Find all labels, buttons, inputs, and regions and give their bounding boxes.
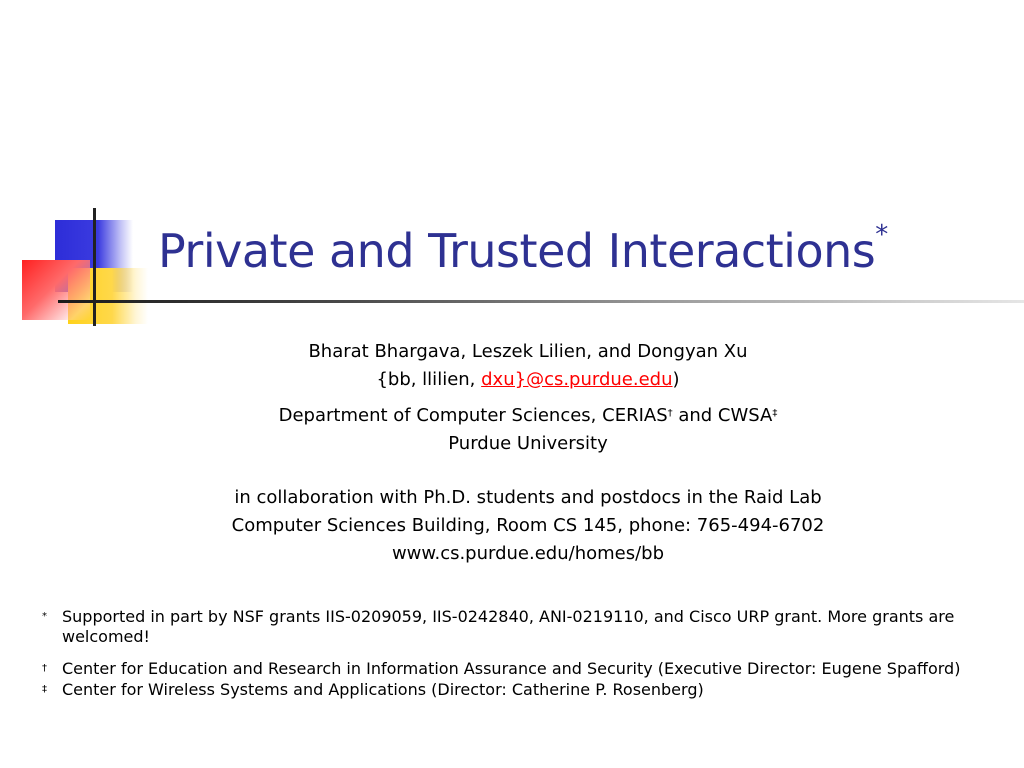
footnote-cwsa xyxy=(42,680,982,700)
footnote-text: Center for Wireless Systems and Applications (Director: Catherine P. Rosenberg) xyxy=(62,680,704,699)
university-line: Purdue University xyxy=(448,433,608,454)
footnote-cerias xyxy=(42,659,982,679)
logo-red-square xyxy=(22,260,90,320)
department-part1: Department of Computer Sciences, CERIAS xyxy=(278,405,668,426)
email-line xyxy=(0,366,1024,394)
building-line: Computer Sciences Building, Room CS 145, phone: 765-494-6702 xyxy=(231,515,825,536)
slide-logo xyxy=(0,0,160,340)
title-underline xyxy=(58,300,1024,303)
footnote-nsf xyxy=(42,607,982,647)
authors-line: Bharat Bhargava, Leszek Lilien, and Dongyan Xu xyxy=(308,341,748,362)
footnote-text: Supported in part by NSF grants IIS-0209059, IIS-0242840, ANI-0219110, and Cisco URP grant. More grants are welcomed! xyxy=(62,607,955,646)
email-prefix: {bb, llilien, xyxy=(376,369,482,390)
collaboration-line: in collaboration with Ph.D. students and postdocs in the Raid Lab xyxy=(234,487,822,508)
slide-title-text: Private and Trusted Interactions xyxy=(158,224,876,278)
title-footnote-mark: * xyxy=(875,220,888,250)
department-line xyxy=(0,402,1024,430)
email-suffix: ) xyxy=(672,369,680,390)
slide-title xyxy=(158,220,888,278)
dagger-mark: † xyxy=(667,408,673,419)
logo-vertical-line xyxy=(93,208,96,326)
department-part2: and CWSA xyxy=(672,405,773,426)
footnote-text: Center for Education and Research in Information Assurance and Security (Executive Director: Eugene Spafford) xyxy=(62,659,961,678)
email-link[interactable]: dxu}@cs.purdue.edu xyxy=(481,369,673,390)
website-line: www.cs.purdue.edu/homes/bb xyxy=(391,543,665,564)
footnote-mark: * xyxy=(42,611,47,622)
footnote-mark: † xyxy=(42,663,47,674)
double-dagger-mark: ‡ xyxy=(772,408,778,419)
footnote-mark: ‡ xyxy=(42,684,47,695)
